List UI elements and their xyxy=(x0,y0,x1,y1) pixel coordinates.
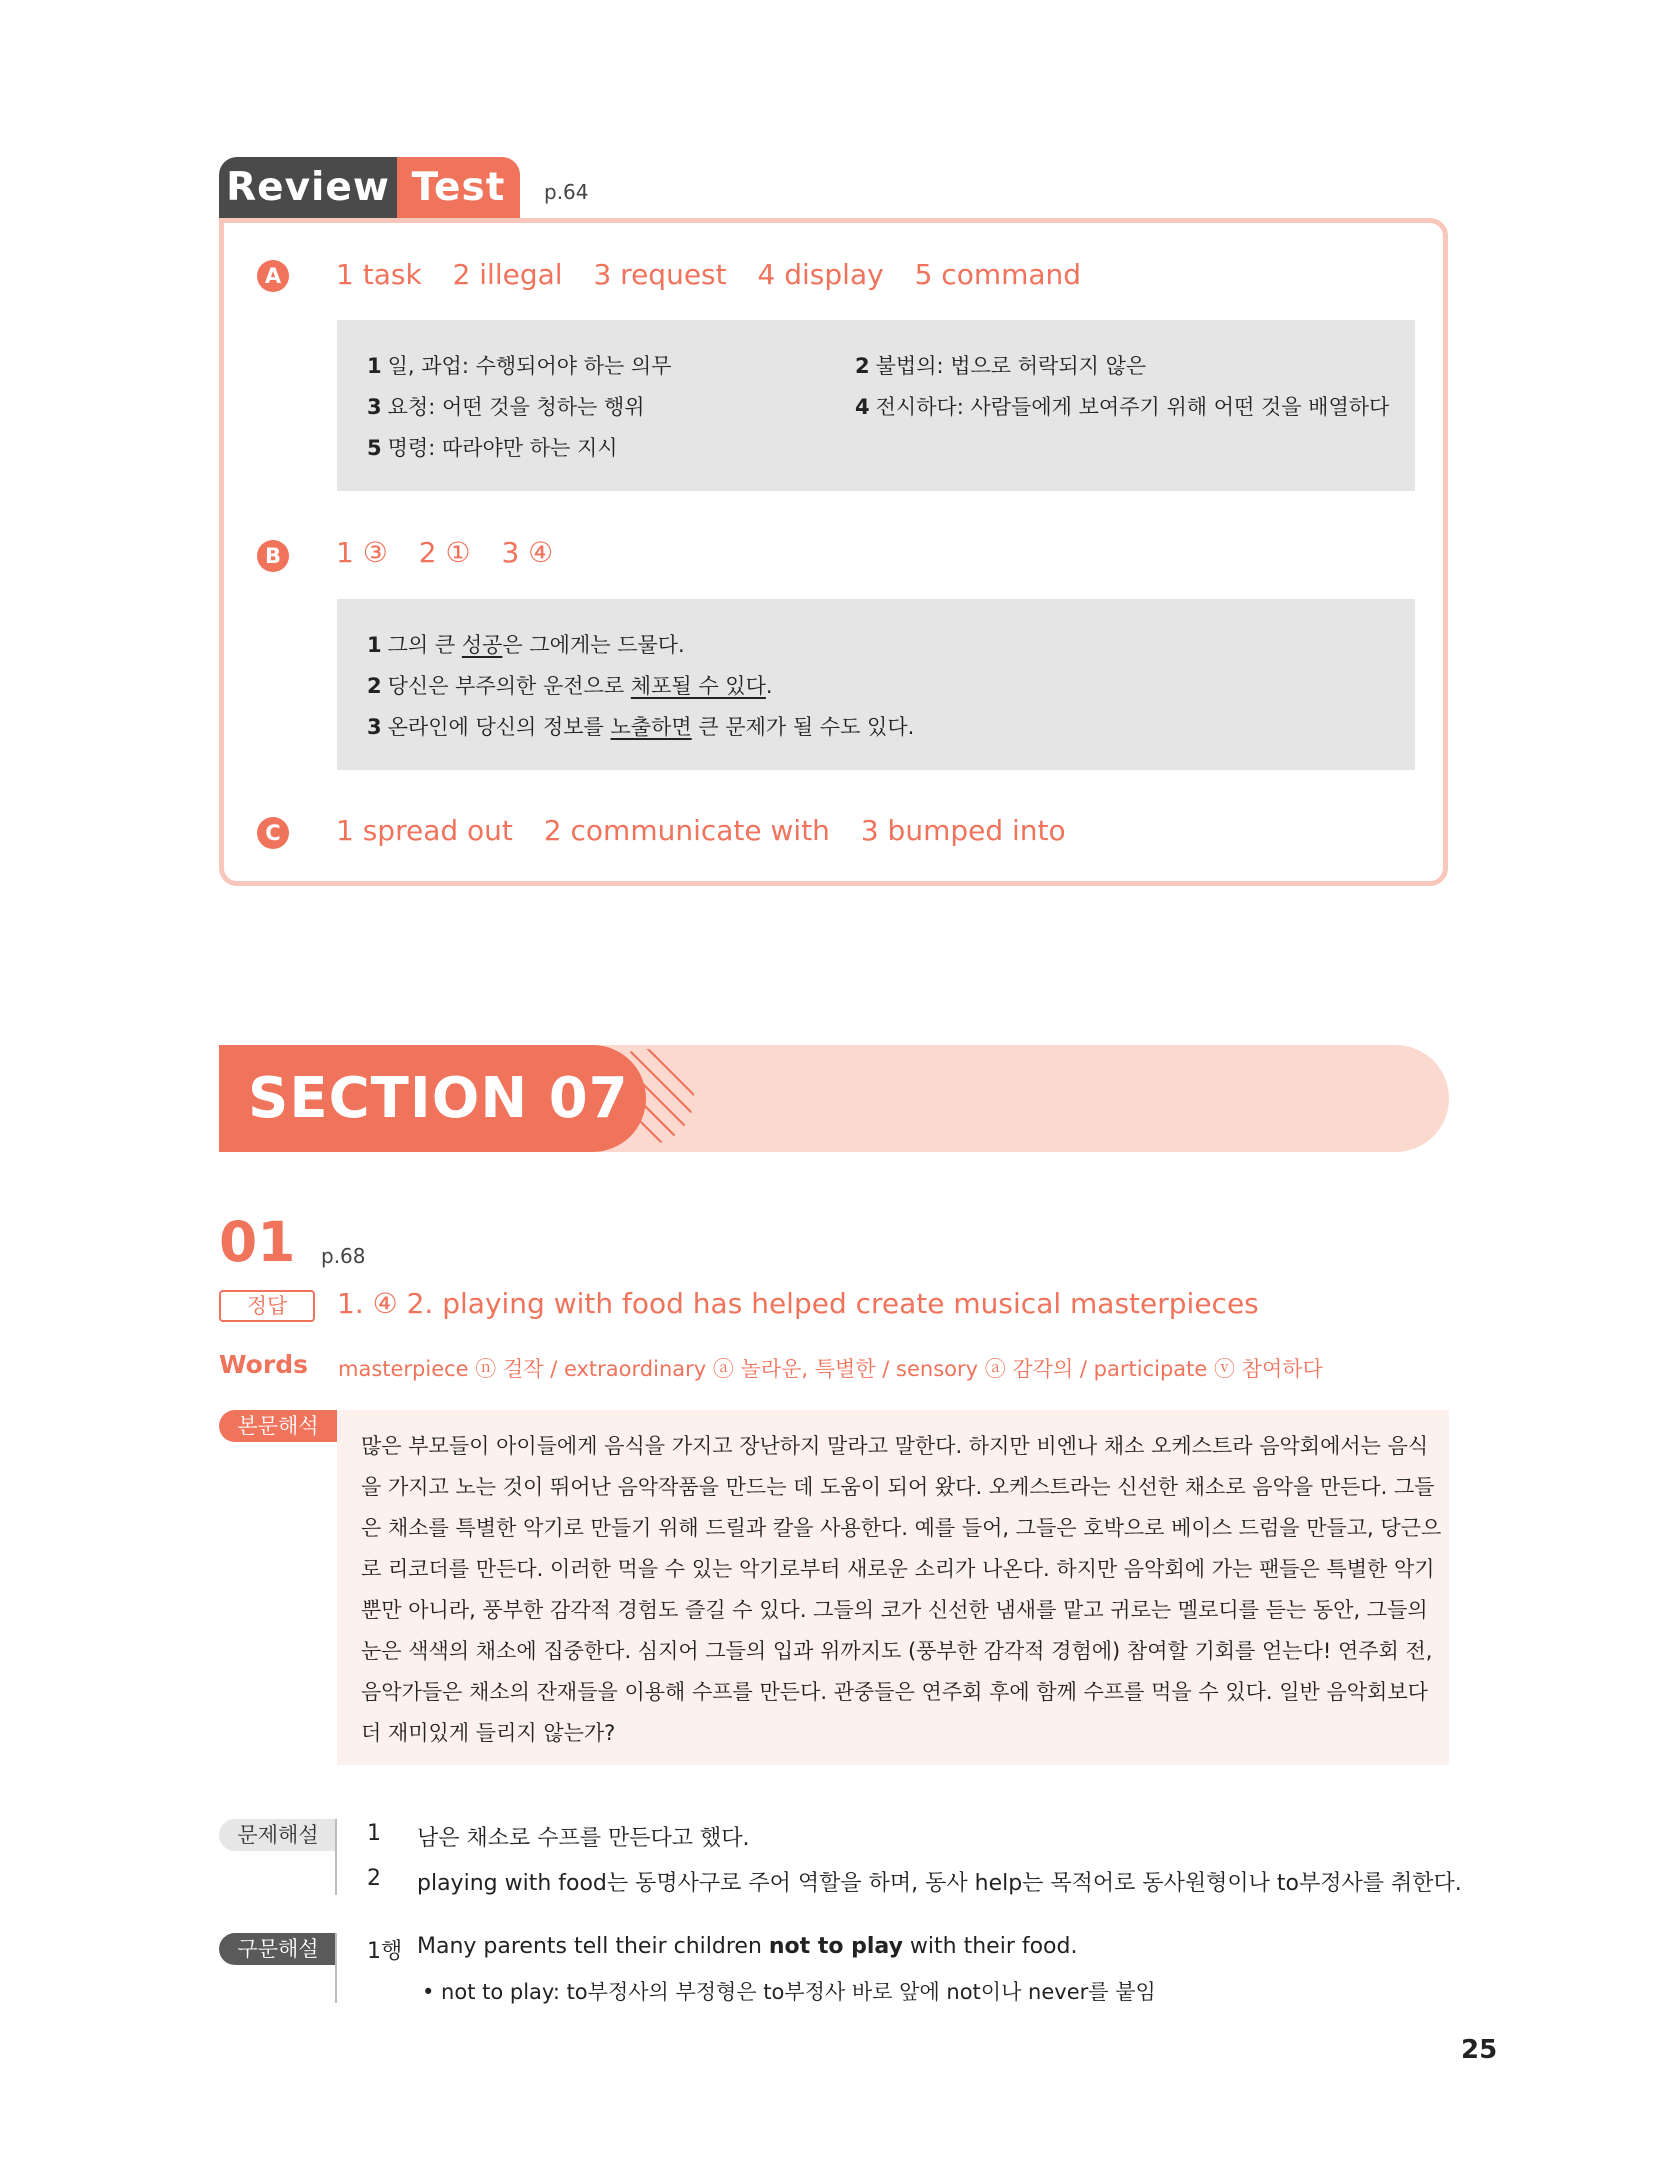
note-item: 3 요청: 어떤 것을 청하는 행위 xyxy=(367,395,645,419)
section-a-answers xyxy=(336,258,1081,291)
explanation-divider xyxy=(335,1819,337,1895)
answer-item: 1 ③ xyxy=(336,536,388,569)
explanation-number: 1 xyxy=(367,1821,381,1846)
translation-line: 은 채소를 특별한 악기로 만들기 위해 드릴과 칼을 사용한다. 예를 들어, 그들은 호박으로 베이스 드럼을 만들고, 당근으 xyxy=(361,1516,1442,1540)
syntax-divider xyxy=(335,1933,337,2003)
answer-item: 2 ① xyxy=(418,536,471,569)
note-item: 5 명령: 따라야만 하는 지시 xyxy=(367,436,618,460)
translation-line: 눈은 색색의 채소에 집중한다. 심지어 그들의 입과 위까지도 (풍부한 감각적 경험에) 참여할 기회를 얻는다! 연주회 전, xyxy=(361,1639,1433,1663)
words-label: Words xyxy=(219,1350,308,1379)
section-c-answers xyxy=(336,814,1066,847)
note-item: 4 전시하다: 사람들에게 보여주기 위해 어떤 것을 배열하다 xyxy=(855,395,1390,419)
explanation-number: 2 xyxy=(367,1866,381,1891)
section-a-notes-box xyxy=(337,320,1415,491)
answer-text: 1. ④ 2. playing with food has helped create musical masterpieces xyxy=(337,1287,1259,1320)
review-tab-label: Review xyxy=(219,157,397,219)
section-b-answers xyxy=(336,536,553,569)
answer-item: 3 bumped into xyxy=(860,814,1066,847)
syntax-note: • not to play: to부정사의 부정형은 to부정사 바로 앞에 not이나 never를 붙임 xyxy=(422,1980,1156,2004)
answer-item: 1 spread out xyxy=(336,814,513,847)
section-b-badge: B xyxy=(257,540,289,572)
section-a-badge: A xyxy=(257,260,289,292)
syntax-line-number: 1행 xyxy=(367,1939,403,1964)
section-c-badge: C xyxy=(257,817,289,849)
note-item: 2 당신은 부주의한 운전으로 체포될 수 있다. xyxy=(367,674,773,698)
test-tab-label: Test xyxy=(397,157,520,219)
translation-line: 로 리코더를 만든다. 이러한 먹을 수 있는 악기로부터 새로운 소리가 나온다. 하지만 음악회에 가는 팬들은 특별한 악기 xyxy=(361,1557,1435,1581)
review-page-ref: p.64 xyxy=(544,180,589,204)
answer-item: 4 display xyxy=(757,258,884,291)
translation-line: 더 재미있게 들리지 않는가? xyxy=(361,1721,616,1745)
explanation-label: 문제해설 xyxy=(219,1819,337,1851)
note-item: 3 온라인에 당신의 정보를 노출하면 큰 문제가 될 수도 있다. xyxy=(367,715,915,739)
section-title: SECTION 07 xyxy=(248,1066,629,1131)
answer-item: 2 illegal xyxy=(452,258,563,291)
answer-item: 3 ④ xyxy=(501,536,554,569)
answer-label: 정답 xyxy=(219,1290,315,1322)
note-item: 2 불법의: 법으로 허락되지 않은 xyxy=(855,354,1147,378)
syntax-label: 구문해설 xyxy=(219,1933,337,1965)
question-number: 01 xyxy=(219,1210,296,1274)
answer-item: 5 command xyxy=(914,258,1082,291)
explanation-text: playing with food는 동명사구로 주어 역할을 하며, 동사 help는 목적어로 동사원형이나 to부정사를 취한다. xyxy=(417,1871,1462,1896)
translation-line: 뿐만 아니라, 풍부한 감각적 경험도 즐길 수 있다. 그들의 코가 신선한 냄새를 맡고 귀로는 멜로디를 듣는 동안, 그들의 xyxy=(361,1598,1428,1622)
answer-item: 3 request xyxy=(593,258,727,291)
question-page-ref: p.68 xyxy=(321,1244,366,1268)
translation-label: 본문해석 xyxy=(219,1410,337,1442)
translation-line: 을 가지고 노는 것이 뛰어난 음악작품을 만드는 데 도움이 되어 왔다. 오케스트라는 신선한 채소로 음악을 만든다. 그들 xyxy=(361,1475,1435,1499)
note-item: 1 그의 큰 성공은 그에게는 드물다. xyxy=(367,633,685,657)
words-text: masterpiece ⓝ 걸작 / extraordinary ⓐ 놀라운, 특별한 / sensory ⓐ 감각의 / participate ⓥ 참여하다 xyxy=(338,1357,1323,1381)
translation-line: 음악가들은 채소의 잔재들을 이용해 수프를 만든다. 관중들은 연주회 후에 함께 수프를 먹을 수 있다. 일반 음악회보다 xyxy=(361,1680,1428,1704)
answer-item: 1 task xyxy=(336,258,422,291)
syntax-sentence: Many parents tell their children not to play with their food. xyxy=(417,1934,1078,1959)
note-item: 1 일, 과업: 수행되어야 하는 의무 xyxy=(367,354,672,378)
translation-line: 많은 부모들이 아이들에게 음식을 가지고 장난하지 말라고 말한다. 하지만 비엔나 채소 오케스트라 음악회에서는 음식 xyxy=(361,1434,1429,1458)
section-b-notes-box xyxy=(337,599,1415,770)
translation-box xyxy=(337,1410,1449,1765)
answer-item: 2 communicate with xyxy=(543,814,830,847)
explanation-text: 남은 채소로 수프를 만든다고 했다. xyxy=(417,1826,750,1851)
page-number: 25 xyxy=(1461,2035,1498,2065)
